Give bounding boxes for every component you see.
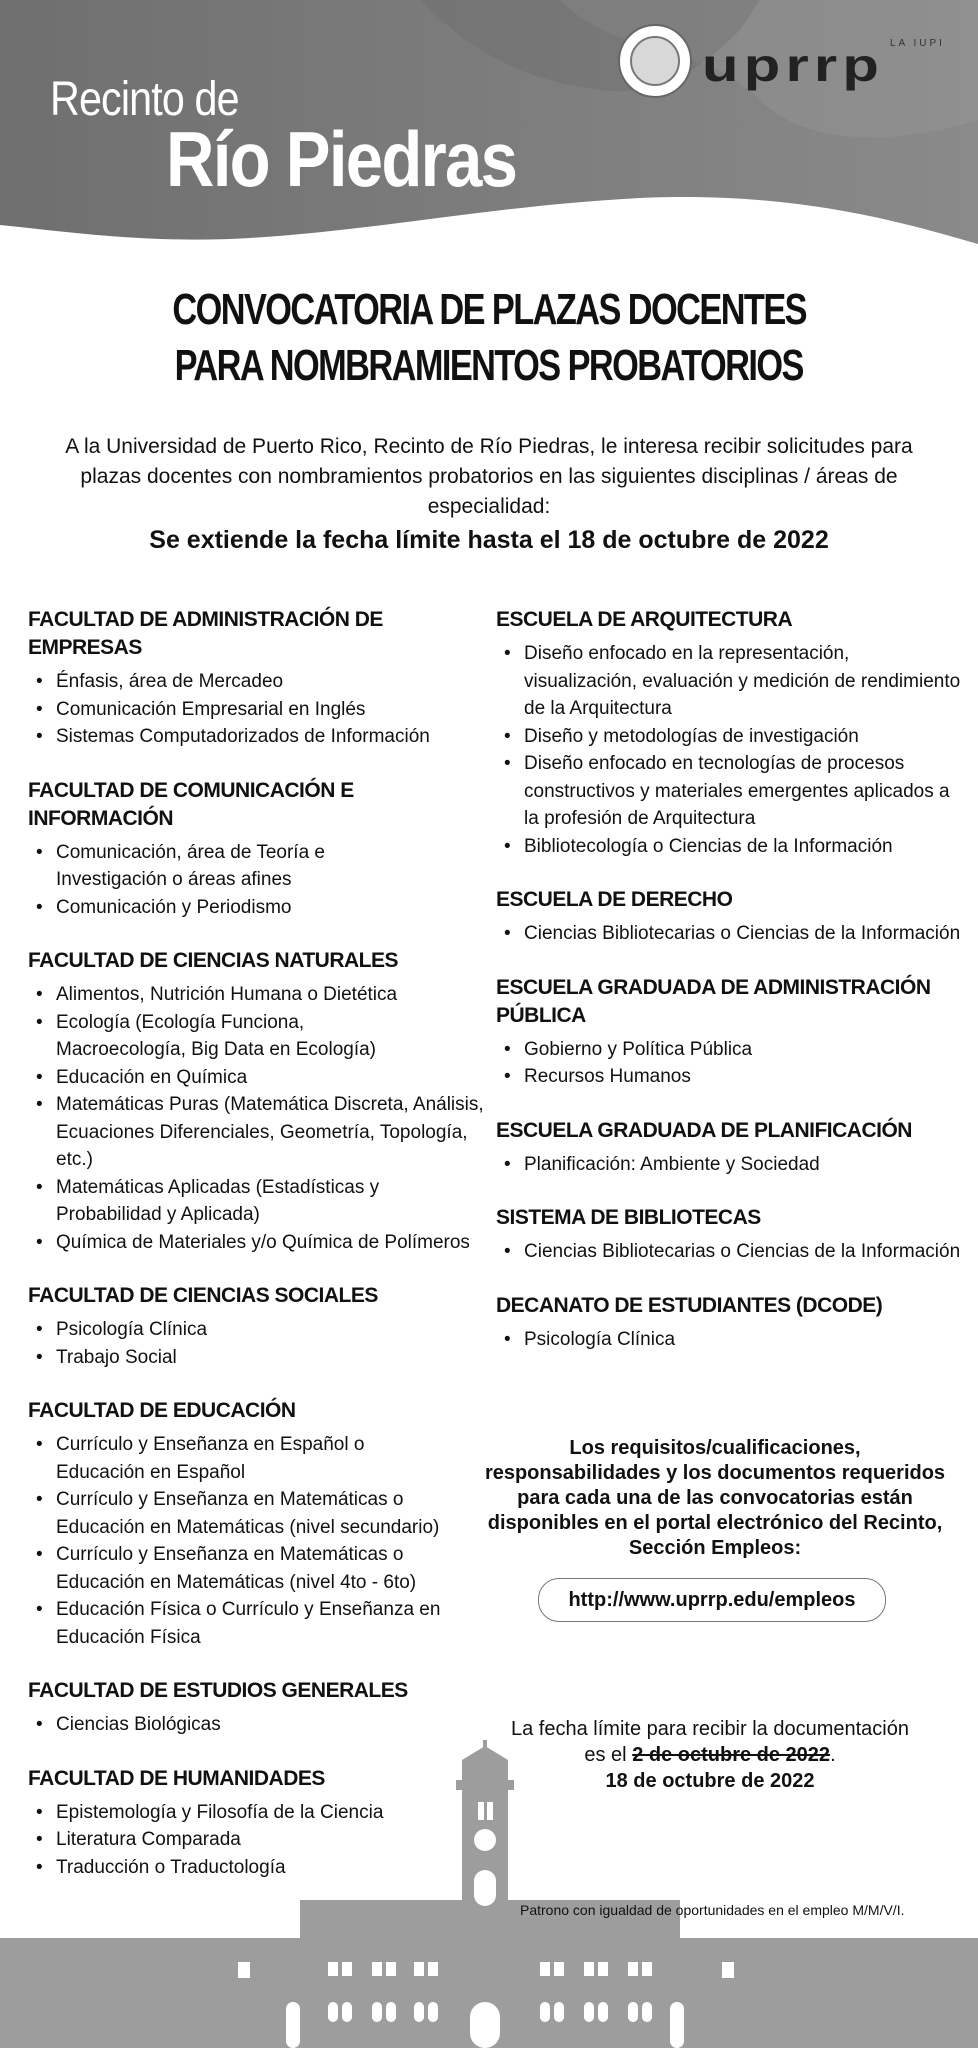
section-heading: FACULTAD DE COMUNICACIÓN E INFORMACIÓN: [28, 778, 354, 830]
item-list: [496, 640, 966, 860]
list-item: • Énfasis, área de Mercadeo: [56, 668, 488, 696]
deadline-prefix: La fecha límite para recibir la documentación es el: [511, 1718, 909, 1766]
list-item: • Ciencias Bibliotecarias o Ciencias de la Información: [524, 1238, 966, 1266]
section-comunicacion: [28, 777, 488, 922]
item-list: [28, 1316, 488, 1371]
section-administracion: [28, 606, 488, 751]
item-list: [496, 1238, 966, 1266]
rio-piedras-title: Río Piedras: [166, 115, 517, 203]
item-list: [496, 1326, 966, 1354]
list-item: • Psicología Clínica: [524, 1326, 966, 1354]
documentation-deadline: La fecha límite para recibir la documentación es el 2 de octubre de 2022. 18 de octubre de 2022: [511, 1718, 909, 1792]
requirements-text: Los requisitos/cualificaciones, responsabilidades y los documentos requeridos para cada una de las convocatorias están disponibles en el portal electrónico del Recinto, Sección Empleos:: [484, 1437, 946, 1559]
section-educacion: [28, 1397, 488, 1651]
title-line-1: CONVOCATORIA DE PLAZAS DOCENTES: [172, 285, 806, 334]
section-planificacion: [496, 1117, 966, 1179]
list-item: • Ciencias Bibliotecarias o Ciencias de la Información: [524, 920, 966, 948]
list-item: • Ciencias Biológicas: [56, 1711, 488, 1739]
list-item: • Ecología (Ecología Funciona, Macroecología, Big Data en Ecología): [56, 1009, 416, 1064]
list-item: • Diseño y metodologías de investigación: [524, 723, 966, 751]
section-estudios-generales: [28, 1677, 488, 1739]
section-ciencias-sociales: [28, 1282, 488, 1371]
logo-tagline: LA IUPI: [890, 38, 945, 49]
list-item: • Bibliotecología o Ciencias de la Información: [524, 833, 966, 861]
item-list: [28, 839, 488, 922]
list-item: • Trabajo Social: [56, 1344, 488, 1372]
right-column: [496, 606, 966, 1379]
list-item: • Literatura Comparada: [56, 1826, 488, 1854]
item-list: [496, 920, 966, 948]
section-derecho: [496, 886, 966, 948]
section-ciencias-naturales: [28, 947, 488, 1256]
list-item: • Educación Física o Currículo y Enseñanza en Educación Física: [56, 1596, 488, 1651]
list-item: • Gobierno y Política Pública: [524, 1036, 966, 1064]
deadline-extension: Se extiende la fecha límite hasta el 18 de octubre de 2022: [149, 526, 829, 554]
list-item: • Traducción o Traductología: [56, 1854, 488, 1882]
recinto-de-label: Recinto de: [50, 73, 239, 126]
section-heading: ESCUELA GRADUADA DE ADMINISTRACIÓN PÚBLICA: [496, 975, 931, 1027]
section-heading: ESCUELA DE ARQUITECTURA: [496, 608, 793, 631]
section-arquitectura: [496, 606, 966, 860]
list-item: • Diseño enfocado en la representación, visualización, evaluación y medición de rendimiento de la Arquitectura: [524, 640, 966, 723]
section-heading: FACULTAD DE CIENCIAS NATURALES: [28, 949, 398, 972]
section-bibliotecas: [496, 1204, 966, 1266]
section-heading: FACULTAD DE CIENCIAS SOCIALES: [28, 1284, 378, 1307]
employment-url-link[interactable]: http://www.uprrp.edu/empleos: [538, 1578, 886, 1622]
left-column: [28, 606, 488, 1907]
list-item: • Química de Materiales y/o Química de Polímeros: [56, 1229, 488, 1257]
section-heading: SISTEMA DE BIBLIOTECAS: [496, 1206, 761, 1229]
section-administracion-publica: [496, 974, 966, 1091]
list-item: • Sistemas Computadorizados de Información: [56, 723, 488, 751]
section-heading: FACULTAD DE ESTUDIOS GENERALES: [28, 1679, 408, 1702]
equal-opportunity-notice: Patrono con igualdad de oportunidades en el empleo M/M/V/I.: [520, 1902, 905, 1918]
list-item: • Alimentos, Nutrición Humana o Dietética: [56, 981, 488, 1009]
list-item: • Currículo y Enseñanza en Español o Educación en Español: [56, 1431, 446, 1486]
list-item: • Currículo y Enseñanza en Matemáticas o Educación en Matemáticas (nivel 4to - 6to): [56, 1541, 488, 1596]
item-list: [28, 1431, 488, 1651]
section-heading: ESCUELA GRADUADA DE PLANIFICACIÓN: [496, 1118, 912, 1142]
old-deadline-date: 2 de octubre de 2022: [632, 1744, 831, 1766]
university-seal-icon: [618, 24, 692, 98]
list-item: • Educación en Química: [56, 1064, 488, 1092]
section-heading: FACULTAD DE ADMINISTRACIÓN DE EMPRESAS: [28, 608, 383, 659]
list-item: • Epistemología y Filosofía de la Ciencia: [56, 1799, 488, 1827]
title-line-2: PARA NOMBRAMIENTOS PROBATORIOS: [174, 341, 804, 390]
section-heading: ESCUELA DE DERECHO: [496, 888, 733, 911]
list-item: • Matemáticas Puras (Matemática Discreta, Análisis, Ecuaciones Diferenciales, Geometría, Topología, etc.): [56, 1091, 488, 1174]
header-banner: [0, 0, 978, 260]
list-item: • Planificación: Ambiente y Sociedad: [524, 1151, 966, 1179]
list-item: • Psicología Clínica: [56, 1316, 488, 1344]
list-item: • Matemáticas Aplicadas (Estadísticas y Probabilidad y Aplicada): [56, 1174, 488, 1229]
list-item: • Currículo y Enseñanza en Matemáticas o Educación en Matemáticas (nivel secundario): [56, 1486, 488, 1541]
list-item: • Comunicación, área de Teoría e Investigación o áreas afines: [56, 839, 416, 894]
section-heading: FACULTAD DE HUMANIDADES: [28, 1766, 325, 1790]
item-list: [496, 1151, 966, 1179]
section-heading: FACULTAD DE EDUCACIÓN: [28, 1399, 296, 1422]
section-dcode: [496, 1292, 966, 1354]
section-heading: DECANATO DE ESTUDIANTES (DCODE): [496, 1293, 883, 1317]
item-list: [28, 981, 488, 1256]
list-item: • Recursos Humanos: [524, 1063, 966, 1091]
list-item: • Comunicación y Periodismo: [56, 894, 488, 922]
intro-paragraph: A la Universidad de Puerto Rico, Recinto de Río Piedras, le interesa recibir solicitudes para plazas docentes con nombramientos probatorios en las siguientes disciplinas / áreas de especialidad:: [65, 435, 913, 518]
page-title: [0, 282, 978, 394]
item-list: [496, 1036, 966, 1091]
item-list: [28, 668, 488, 751]
item-list: [28, 1711, 488, 1739]
list-item: • Diseño enfocado en tecnologías de procesos constructivos y materiales emergentes aplicados a la profesión de Arquitectura: [524, 750, 966, 833]
list-item: • Comunicación Empresarial en Inglés: [56, 696, 488, 724]
new-deadline-date: 18 de octubre de 2022: [605, 1770, 815, 1792]
uprrp-logo: uprrp: [702, 39, 885, 91]
